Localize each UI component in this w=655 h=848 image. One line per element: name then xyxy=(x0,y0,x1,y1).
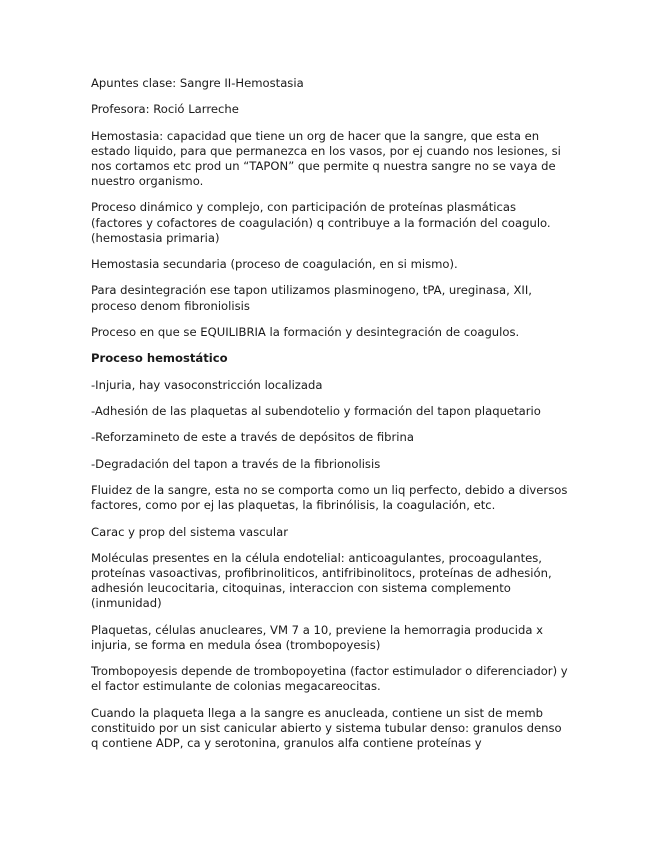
paragraph-equilibrio: Proceso en que se EQUILIBRIA la formación y desintegración de coagulos. xyxy=(91,324,520,339)
step-item: -Adhesión de las plaquetas al subendotelio y formación del tapon plaquetario xyxy=(91,404,541,419)
paragraph-hemostasia: Hemostasia: capacidad que tiene un org de hacer que la sangre, que esta en estado liquido, para que permanezca en los vasos, por ej cuando nos lesiones, si nos cortamos etc prod un “TAPON” que permite q nuestra sangre no se vaya de nuestro organismo. xyxy=(91,128,561,189)
paragraph-moleculas: Moléculas presentes en la célula endotelial: anticoagulantes, procoagulantes, proteínas vasoactivas, profibrinoliticos, antifribinolitocs, proteínas de adhesión, adhesión leucocitaria, citoquinas, interaccion con sistema complemento (inmunidad) xyxy=(91,551,552,611)
document-page xyxy=(91,76,569,762)
section-heading: Proceso hemostático xyxy=(91,351,228,366)
document-title: Apuntes clase: Sangre II-Hemostasia xyxy=(91,76,304,90)
step-item: -Degradación del tapon a través de la fibrionolisis xyxy=(91,456,381,471)
paragraph-trombopoyesis: Trombopoyesis depende de trombopoyetina (factor estimulador o diferenciador) y el factor estimulante de colonias megacareocitas. xyxy=(91,664,568,694)
paragraph-desintegracion: Para desintegración ese tapon utilizamos plasminogeno, tPA, ureginasa, XII, proceso denom fibroniolisis xyxy=(91,283,532,313)
paragraph-proceso-dinamico: Proceso dinámico y complejo, con participación de proteínas plasmáticas (factores y cofactores de coagulación) q contribuye a la formación del coagulo. (hemostasia primaria) xyxy=(91,200,551,245)
step-item: -Injuria, hay vasoconstricción localizada xyxy=(91,377,323,392)
paragraph-plaqueta-sangre: Cuando la plaqueta llega a la sangre es anucleada, contiene un sist de memb constituido por un sist canicular abierto y sistema tubular denso: granulos denso q contiene ADP, ca y serotonina, granulos alfa contiene proteínas y xyxy=(91,705,562,750)
paragraph-sistema-vascular: Carac y prop del sistema vascular xyxy=(91,524,288,539)
document-teacher: Profesora: Roció Larreche xyxy=(91,102,239,117)
paragraph-hemostasia-secundaria: Hemostasia secundaria (proceso de coagulación, en si mismo). xyxy=(91,257,458,272)
paragraph-fluidez: Fluidez de la sangre, esta no se comporta como un liq perfecto, debido a diversos factores, como por ej las plaquetas, la fibrinólisis, la coagulación, etc. xyxy=(91,483,568,513)
paragraph-plaquetas: Plaquetas, células anucleares, VM 7 a 10, previene la hemorragia producida x injuria, se forma en medula ósea (trombopoyesis) xyxy=(91,622,543,652)
step-item: -Reforzamineto de este a través de depósitos de fibrina xyxy=(91,430,414,445)
